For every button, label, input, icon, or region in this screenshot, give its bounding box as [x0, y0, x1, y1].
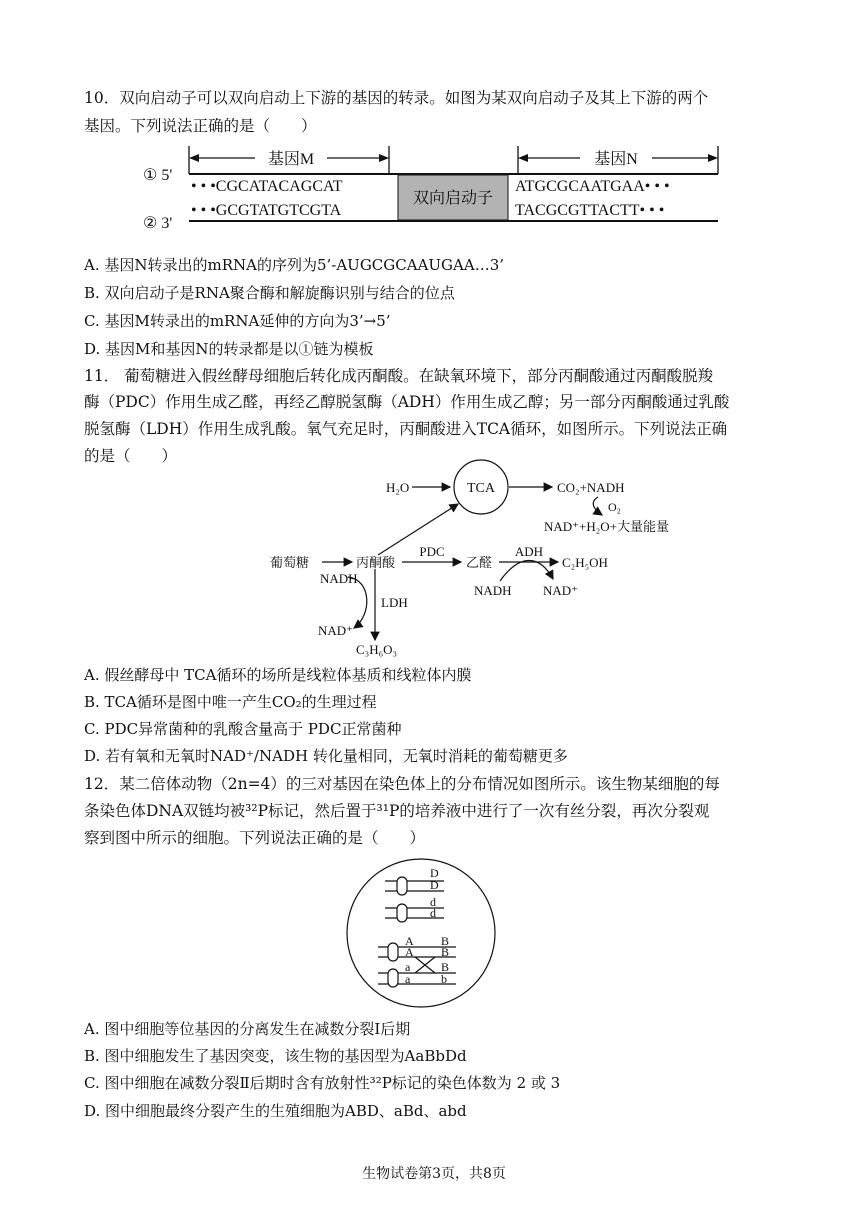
co2-nadh-label: CO₂+NADH	[557, 480, 625, 495]
strand1-right-seq: ATGCGCAATGAA• • •	[515, 178, 670, 195]
q12-option-c: C. 图中细胞在减数分裂Ⅱ后期时含有放射性³²P标记的染色体数为 2 或 3	[84, 1074, 561, 1092]
strand1-left-seq: • • •CGCATACAGCAT	[191, 178, 343, 195]
q10-stem-line2: 基因。下列说法正确的是（ ）	[84, 117, 317, 135]
q12-cell-diagram	[0, 855, 868, 1015]
allele-A2: A	[405, 945, 414, 959]
q12-option-a: A. 图中细胞等位基因的分离发生在减数分裂Ⅰ后期	[84, 1020, 411, 1038]
gene-m-label: 基因M	[267, 151, 315, 168]
allele-D1: D	[430, 866, 439, 880]
pyruvate-label: 丙酮酸	[356, 555, 396, 570]
nad-energy-label: NAD⁺+H₂O+大量能量	[544, 519, 669, 534]
q10-option-c: C. 基因M转录出的mRNA延伸的方向为3’→5’	[84, 312, 391, 330]
ethanol-label: C₂H₅OH	[562, 555, 608, 570]
glucose-label: 葡萄糖	[270, 555, 310, 570]
pdc-label: PDC	[419, 544, 445, 559]
q10-stem-line1: 10．双向启动子可以双向启动上下游的基因的转录。如图为某双向启动子及其上下游的两个	[84, 89, 709, 107]
allele-B3: B	[441, 960, 450, 974]
q10-gene-diagram	[0, 136, 868, 236]
strand1-label: ① 5'	[143, 167, 173, 184]
allele-B2: B	[441, 945, 450, 959]
lactate-label: C₃H₆O₃	[356, 642, 398, 657]
q11-option-b: B. TCA循环是图中唯一产生CO₂的生理过程	[84, 693, 377, 711]
allele-D2: D	[430, 878, 439, 892]
q11-stem-line2: 酶（PDC）作用生成乙醛，再经乙醇脱氢酶（ADH）作用生成乙醇；另一部分丙酮酸通过乳酸	[84, 393, 730, 411]
q11-stem-line3: 脱氢酶（LDH）作用生成乳酸。氧气充足时，丙酮酸进入TCA循环，如图所示。下列说法正确	[84, 420, 728, 438]
q11-option-a: A. 假丝酵母中 TCA循环的场所是线粒体基质和线粒体内膜	[84, 666, 472, 684]
allele-A1: A	[405, 934, 414, 948]
q12-option-d: D. 图中细胞最终分裂产生的生殖细胞为ABD、aBd、abd	[84, 1102, 467, 1120]
allele-B1: B	[441, 934, 450, 948]
q11-metabolism-diagram	[0, 455, 868, 660]
acetaldehyde-label: 乙醛	[466, 555, 493, 570]
ldh-label: LDH	[381, 595, 408, 610]
o2-label: O₂	[608, 500, 621, 514]
promoter-label: 双向启动子	[412, 190, 494, 207]
q12-stem-line2: 条染色体DNA双链均被³²P标记，然后置于³¹P的培养液中进行了一次有丝分裂，再次分裂观	[84, 802, 710, 820]
q12-stem-line3: 察到图中所示的细胞。下列说法正确的是（ ）	[84, 829, 426, 847]
allele-a1: a	[405, 960, 411, 974]
nad-left-label: NAD⁺	[318, 623, 354, 638]
allele-b1: b	[441, 972, 447, 986]
strand2-right-seq: TACGCGTTACTT• • •	[515, 202, 665, 219]
allele-d1: d	[430, 895, 436, 909]
nadh-right-label: NADH	[474, 583, 512, 598]
q12-option-b: B. 图中细胞发生了基因突变，该生物的基因型为AaBbDd	[84, 1047, 467, 1065]
strand2-left-seq: • • •GCGTATGTCGTA	[191, 202, 342, 219]
tca-label: TCA	[467, 481, 495, 496]
nad-right-label: NAD⁺	[543, 583, 579, 598]
page-footer: 生物试卷第3页，共8页	[362, 1166, 506, 1182]
adh-label: ADH	[514, 544, 544, 559]
q10-option-d: D. 基因M和基因N的转录都是以①链为模板	[84, 340, 374, 358]
allele-d2: d	[430, 906, 436, 920]
nadh-left-label: NADH	[320, 571, 358, 586]
q11-stem-line4: 的是（ ）	[84, 447, 178, 465]
q10-option-a: A. 基因N转录出的mRNA的序列为5’-AUGCGCAAUGAA…3’	[84, 256, 505, 274]
q11-stem-line1: 11． 葡萄糖进入假丝酵母细胞后转化成丙酮酸。在缺氧环境下，部分丙酮酸通过丙酮酸脱羧	[84, 367, 714, 385]
q12-stem-line1: 12．某二倍体动物（2n=4）的三对基因在染色体上的分布情况如图所示。该生物某细胞的每	[84, 775, 720, 793]
q11-option-d: D. 若有氧和无氧时NAD⁺/NADH 转化量相同，无氧时消耗的葡萄糖更多	[84, 747, 568, 765]
allele-a2: a	[405, 972, 411, 986]
q10-option-b: B. 双向启动子是RNA聚合酶和解旋酶识别与结合的位点	[84, 284, 455, 302]
gene-n-label: 基因N	[594, 151, 638, 168]
h2o-label: H₂O	[386, 480, 410, 495]
q11-option-c: C. PDC异常菌种的乳酸含量高于 PDC正常菌种	[84, 720, 402, 738]
strand2-label: ② 3'	[143, 215, 173, 232]
